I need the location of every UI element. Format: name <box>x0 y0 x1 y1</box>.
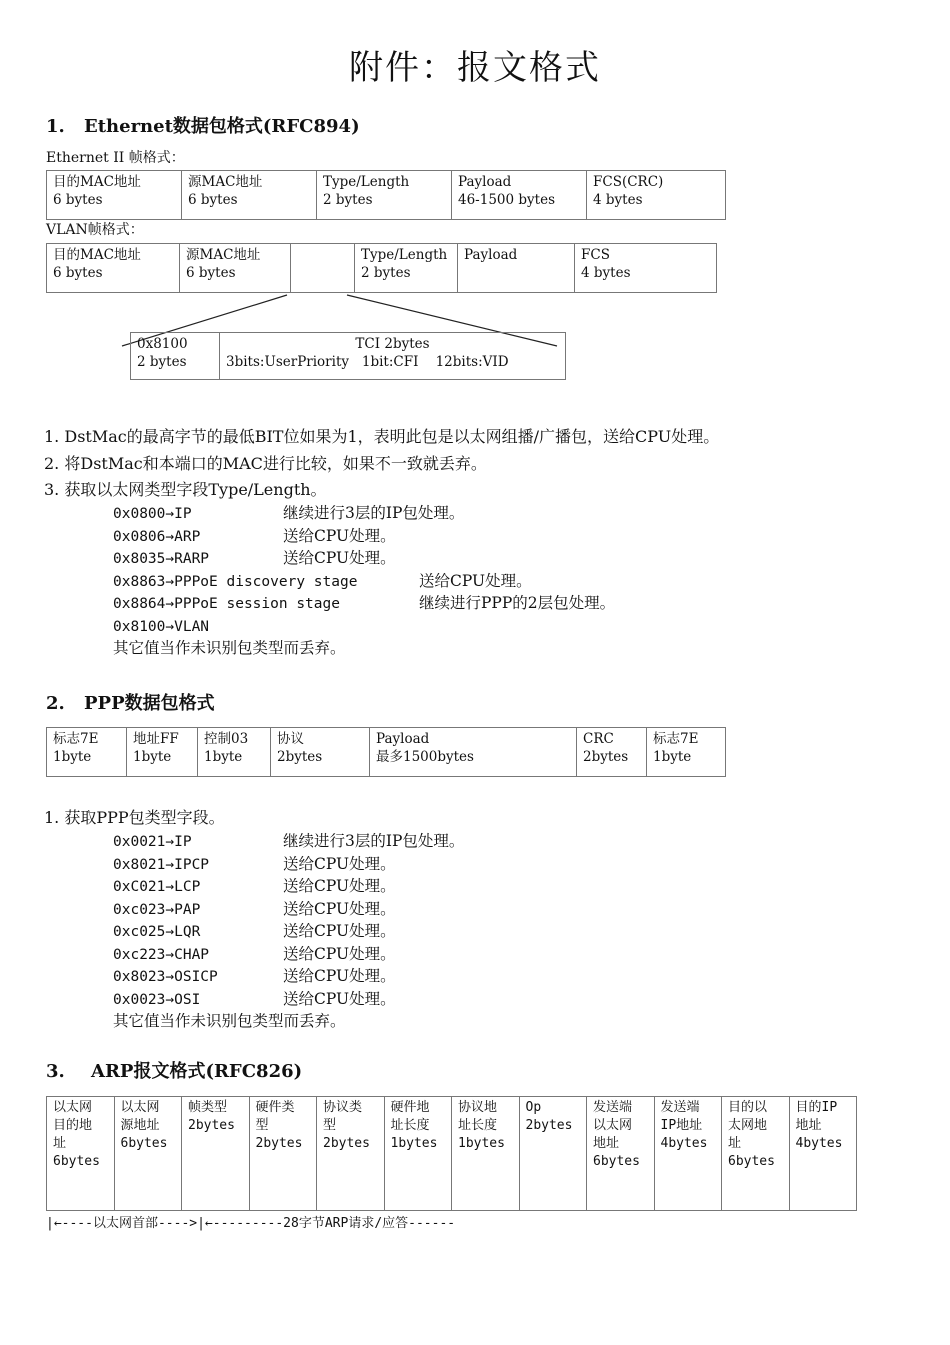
field-cell <box>198 728 271 777</box>
field-name: 标志7E <box>53 731 99 747</box>
field-name: FCS <box>581 247 610 263</box>
field-size: 2bytes <box>583 749 629 765</box>
section-title: Ethernet数据包格式(RFC894) <box>84 116 360 137</box>
type-code: 0x0023→OSI <box>113 991 201 1008</box>
field-size: 6 bytes <box>53 265 103 281</box>
field-name: CRC <box>583 731 614 747</box>
type-code: 0x0021→IP <box>113 834 192 850</box>
tci-title: TCI 2bytes <box>355 336 430 352</box>
type-code: 0x8864→PPPoE session stage <box>113 596 340 612</box>
field-size: 1byte <box>133 749 172 765</box>
field-name: Payload <box>464 247 518 263</box>
tci-cell <box>220 333 566 380</box>
type-code: 0xc023→PAP <box>113 901 201 918</box>
type-code: 0x0800→IP <box>113 506 192 522</box>
section-title: ARP报文格式(RFC826) <box>91 1061 303 1082</box>
field-size: 1byte <box>53 749 92 765</box>
vlan-frame-label: VLAN帧格式： <box>46 222 144 238</box>
field-size: 6 bytes <box>186 265 236 281</box>
section-heading-ppp <box>46 689 215 715</box>
arp-span-footer: |←----以太网首部---->|←---------28字节ARP请求/应答------ <box>46 1216 456 1231</box>
field-cell <box>370 728 577 777</box>
section-number: 2. <box>46 693 65 714</box>
step-text: 获取以太网类型字段Type/Length。 <box>64 480 327 499</box>
arp-field-cell: 硬件地 址长度 1bytes <box>384 1097 452 1211</box>
field-name: 控制03 <box>204 731 249 747</box>
field-size: 4 bytes <box>581 265 631 281</box>
type-action: 继续进行3层的IP包处理。 <box>283 832 465 850</box>
arp-field-cell: 以太网 源地址 6bytes <box>114 1097 182 1211</box>
type-code: 0x8863→PPPoE discovery stage <box>113 573 358 590</box>
field-name: 目的MAC地址 <box>53 174 141 190</box>
ethernet-step-list <box>44 424 924 504</box>
type-code: 0xC021→LCP <box>113 879 201 895</box>
step-number: 1. <box>44 808 60 827</box>
type-action: 送给CPU处理。 <box>283 989 396 1008</box>
type-action: 送给CPU处理。 <box>283 967 396 985</box>
arp-field-cell: 协议类 型 2bytes <box>317 1097 385 1211</box>
field-name: 标志7E <box>653 731 699 747</box>
arp-field-cell: Op 2bytes <box>519 1097 587 1211</box>
type-mapping-row <box>113 920 913 943</box>
type-code: 0x0806→ARP <box>113 528 201 545</box>
arp-field-cell: 硬件类 型 2bytes <box>249 1097 317 1211</box>
ppp-step <box>44 805 225 828</box>
section-title: PPP数据包格式 <box>84 693 215 714</box>
type-action: 送给CPU处理。 <box>283 944 396 963</box>
step-number: 2. <box>44 453 60 473</box>
type-mapping-row <box>113 853 913 876</box>
arp-field-cell: 发送端 IP地址 4bytes <box>654 1097 722 1211</box>
field-size: 1byte <box>653 749 692 765</box>
field-name: FCS(CRC) <box>593 174 664 190</box>
step-item <box>44 477 924 504</box>
field-size: 2 bytes <box>361 265 411 281</box>
field-name: Payload <box>376 731 430 747</box>
type-action: 继续进行PPP的2层包处理。 <box>419 594 616 612</box>
field-cell <box>47 728 127 777</box>
field-cell <box>127 728 198 777</box>
arp-field-cell: 发送端 以太网 地址 6bytes <box>587 1097 655 1211</box>
type-mapping-row <box>113 570 913 593</box>
field-name: 源MAC地址 <box>188 174 263 190</box>
unrecognized-type-note: 其它值当作未识别包类型而丢弃。 <box>113 639 346 657</box>
arp-field-cell: 以太网 目的地 址 6bytes <box>47 1097 115 1211</box>
arp-field-cell: 目的以 太网地 址 6bytes <box>722 1097 790 1211</box>
type-action: 送给CPU处理。 <box>283 922 396 940</box>
type-code: 0xc025→LQR <box>113 924 201 940</box>
field-size: 46-1500 bytes <box>458 192 555 208</box>
type-action: 送给CPU处理。 <box>283 877 396 895</box>
type-action: 送给CPU处理。 <box>283 854 396 873</box>
section-number: 1. <box>46 116 65 137</box>
field-name: 协议 <box>277 731 304 747</box>
step-item <box>44 424 924 451</box>
step-number: 1. <box>44 427 60 446</box>
type-mapping-row <box>113 965 913 988</box>
step-item <box>44 451 924 478</box>
field-size: 最多1500bytes <box>376 749 474 765</box>
step-text: 获取PPP包类型字段。 <box>64 808 225 827</box>
type-code: 0x8035→RARP <box>113 551 210 567</box>
type-mapping-row <box>113 502 913 525</box>
tpid-size: 2 bytes <box>137 354 187 370</box>
type-mapping-row <box>113 615 913 638</box>
page-title: 附件：报文格式 <box>349 48 601 88</box>
vlan-tag-table <box>130 332 566 380</box>
type-action: 继续进行3层的IP包处理。 <box>283 504 465 522</box>
step-number: 3. <box>44 480 60 499</box>
field-name: Type/Length <box>323 174 410 190</box>
field-cell <box>647 728 726 777</box>
type-mapping-row <box>113 898 913 921</box>
tci-detail: 3bits:UserPriority 1bit:CFI 12bits:VID <box>226 354 509 370</box>
field-name: Type/Length <box>361 247 448 263</box>
ppp-frame-table <box>46 727 726 777</box>
arp-field-cell: 协议地 址长度 1bytes <box>452 1097 520 1211</box>
field-name: 源MAC地址 <box>186 247 261 263</box>
type-code: 0x8021→IPCP <box>113 856 210 873</box>
type-action: 送给CPU处理。 <box>283 899 396 918</box>
step-text: DstMac的最高字节的最低BIT位如果为1，表明此包是以太网组播/广播包，送给CPU处理。 <box>64 427 720 446</box>
section-number: 3. <box>46 1061 65 1082</box>
type-code: 0x8100→VLAN <box>113 618 210 635</box>
field-cell <box>271 728 370 777</box>
type-mapping-row <box>113 830 913 853</box>
type-mapping-row <box>113 943 913 966</box>
field-size: 2bytes <box>277 749 323 765</box>
type-action: 送给CPU处理。 <box>419 571 532 590</box>
section-heading-arp <box>46 1057 302 1083</box>
field-size: 2 bytes <box>323 192 373 208</box>
ppp-type-mapping <box>113 830 913 1033</box>
type-code: 0xc223→CHAP <box>113 946 210 963</box>
arp-field-cell: 帧类型 2bytes <box>182 1097 250 1211</box>
type-action: 送给CPU处理。 <box>283 526 396 545</box>
type-mapping-row <box>113 592 913 615</box>
unrecognized-type-note: 其它值当作未识别包类型而丢弃。 <box>113 1012 346 1030</box>
field-name: Payload <box>458 174 512 190</box>
field-name: 地址FF <box>133 731 179 747</box>
tpid-value: 0x8100 <box>137 336 188 352</box>
arp-frame-table <box>46 1096 857 1211</box>
field-size: 6 bytes <box>188 192 238 208</box>
type-mapping-row <box>113 875 913 898</box>
type-action: 送给CPU处理。 <box>283 549 396 567</box>
field-size: 6 bytes <box>53 192 103 208</box>
type-mapping-row <box>113 547 913 570</box>
type-mapping-row <box>113 988 913 1011</box>
field-size: 4 bytes <box>593 192 643 208</box>
arp-field-cell: 目的IP 地址 4bytes <box>789 1097 857 1211</box>
tpid-cell <box>131 333 220 380</box>
type-mapping-row <box>113 525 913 548</box>
field-cell <box>577 728 647 777</box>
ethernet-ii-label: Ethernet II 帧格式： <box>46 150 185 166</box>
field-name: 目的MAC地址 <box>53 247 141 263</box>
ethernet-type-mapping <box>113 502 913 660</box>
step-text: 将DstMac和本端口的MAC进行比较，如果不一致就丢弃。 <box>64 453 487 473</box>
type-code: 0x8023→OSICP <box>113 969 218 985</box>
field-size: 1byte <box>204 749 243 765</box>
